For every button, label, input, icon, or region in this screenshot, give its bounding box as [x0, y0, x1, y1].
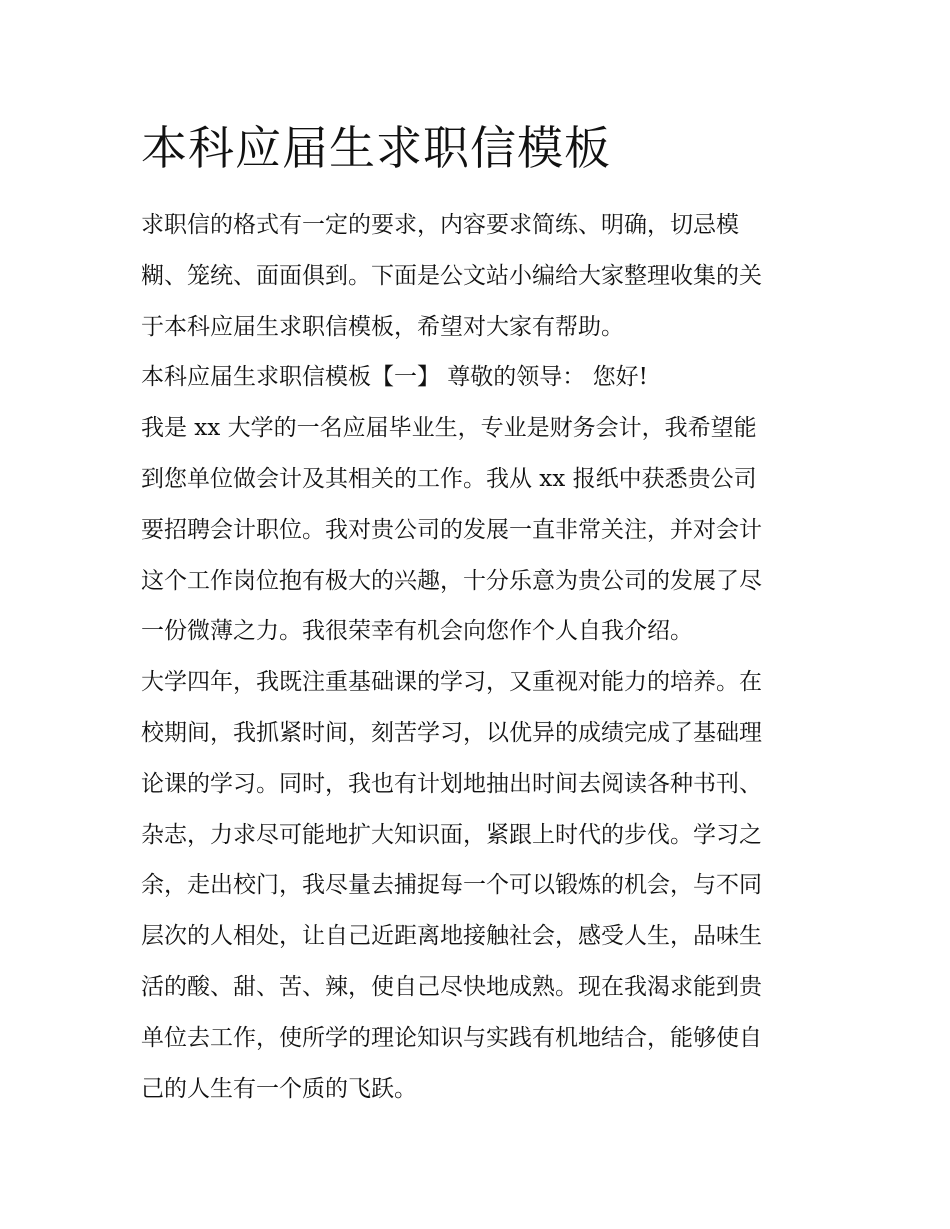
body-line: 于本科应届生求职信模板，希望对大家有帮助。: [141, 313, 624, 340]
body-line: 大学四年，我既注重基础课的学习，又重视对能力的培养。在: [141, 669, 762, 696]
body-line: 杂志，力求尽可能地扩大知识面，紧跟上时代的步伐。学习之: [141, 821, 762, 848]
body-line: 到您单位做会计及其相关的工作。我从 xx 报纸中获悉贵公司: [141, 465, 757, 492]
body-line: 活的酸、甜、苦、辣，使自己尽快地成熟。现在我渴求能到贵: [141, 973, 762, 1000]
document-page: [141, 118, 821, 1114]
body-line: 余，走出校门，我尽量去捕捉每一个可以锻炼的机会，与不同: [141, 872, 762, 899]
document-title: 本科应届生求职信模板: [141, 121, 611, 175]
body-line: 这个工作岗位抱有极大的兴趣，十分乐意为贵公司的发展了尽: [141, 567, 762, 594]
body-line: 论课的学习。同时，我也有计划地抽出时间去阅读各种书刊、: [141, 770, 762, 797]
body-line: 单位去工作，使所学的理论知识与实践有机地结合，能够使自: [141, 1024, 762, 1051]
body-line: 校期间，我抓紧时间，刻苦学习，以优异的成绩完成了基础理: [141, 719, 762, 746]
body-line: 本科应届生求职信模板【一】 尊敬的领导： 您好!: [141, 364, 648, 391]
body-line: 我是 xx 大学的一名应届毕业生，专业是财务会计，我希望能: [141, 415, 757, 442]
body-line: 求职信的格式有一定的要求，内容要求简练、明确，切忌模: [141, 212, 739, 238]
body-line: 己的人生有一个质的飞跃。: [141, 1075, 417, 1102]
document-body: [141, 200, 821, 1114]
body-line: 要招聘会计职位。我对贵公司的发展一直非常关注，并对会计: [141, 516, 762, 543]
body-line: 一份微薄之力。我很荣幸有机会向您作个人自我介绍。: [141, 618, 693, 645]
body-line: 糊、笼统、面面俱到。下面是公文站小编给大家整理收集的关: [141, 262, 762, 289]
body-line: 层次的人相处，让自己近距离地接触社会，感受人生，品味生: [141, 923, 762, 950]
